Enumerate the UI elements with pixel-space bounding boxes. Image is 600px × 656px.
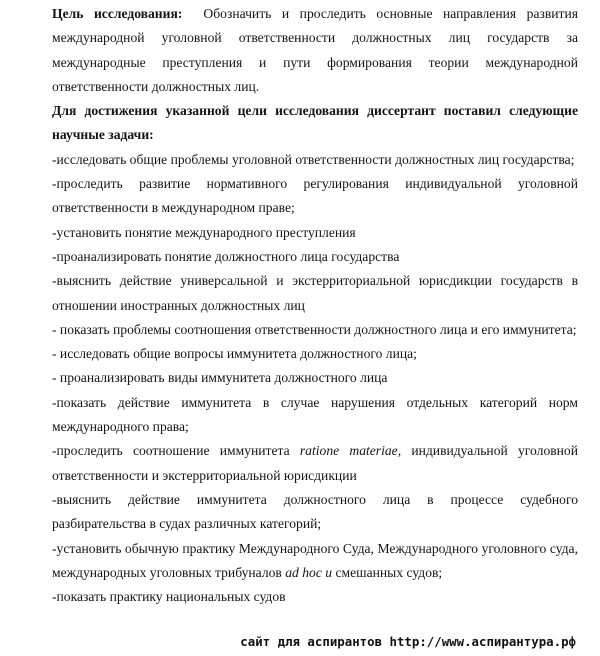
task-item-8: - проанализировать виды иммунитета должностного лица — [52, 370, 388, 386]
research-goal-text: Обозначить и проследить основные направления развития международной уголовной ответственности должностных лиц государств за международные преступления и пути формирования теории международной ответственности должностных лиц. — [52, 6, 579, 94]
task-item-11: -выяснить действие иммунитета должностного лица в процессе судебного разбирательства в судах различных категорий; — [52, 491, 578, 532]
task-item-13: -показать практику национальных судов — [52, 589, 286, 605]
task-item-6: - показать проблемы соотношения ответственности должностного лица и его иммунитета; — [52, 321, 577, 337]
task-item-2: -проследить развитие нормативного регулирования индивидуальной уголовной ответственности в международном праве; — [52, 176, 578, 216]
latin-term: ratione materiae, — [299, 443, 402, 459]
task-item-12: -установить обычную практику Международного Суда, Международного уголовного суда, международных уголовных трибуналов ad hoc и смешанных судов; — [52, 540, 578, 580]
latin-term: ad hoc и — [285, 564, 333, 580]
task-item-4: -проанализировать понятие должностного лица государства — [52, 248, 400, 264]
research-goal-paragraph — [52, 2, 578, 99]
research-goal-label: Цель исследования: — [52, 6, 183, 21]
site-footer-watermark: сайт для аспирантов http://www.аспирантура.рф — [240, 634, 576, 649]
document-page — [52, 2, 578, 609]
task-item-5: -выяснить действие универсальной и экстерриториальной юрисдикции государств в отношении иностранных должностных лиц — [52, 273, 578, 313]
task-item-9: -показать действие иммунитета в случае нарушения отдельных категорий норм международного права; — [52, 394, 578, 435]
task-item-1: -исследовать общие проблемы уголовной ответственности должностных лиц государства; — [52, 151, 575, 167]
task-item-7: - исследовать общие вопросы иммунитета должностного лица; — [52, 346, 417, 362]
tasks-heading: Для достижения указанной цели исследования диссертант поставил следующие научные задачи: — [52, 103, 578, 143]
task-item-10: -проследить соотношение иммунитета ratione materiae, индивидуальной уголовной ответственности и экстерриториальной юрисдикции — [52, 443, 578, 483]
task-item-3: -установить понятие международного преступления — [52, 224, 356, 240]
